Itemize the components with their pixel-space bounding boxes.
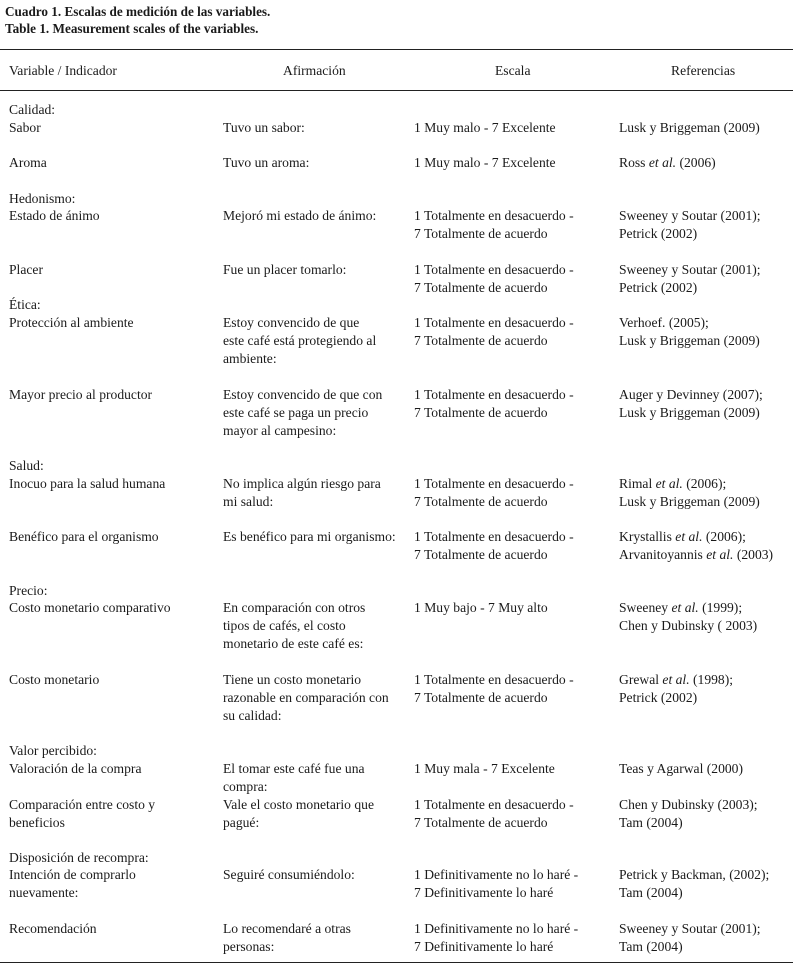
indicator-cell: Sabor: [9, 120, 41, 135]
reference-cell: Lusk y Briggeman (2009): [619, 120, 760, 135]
scale-cell: 1 Definitivamente no lo haré - 7 Definitivamente lo haré: [414, 921, 579, 954]
caption-spanish: Cuadro 1. Escalas de medición de las variables.: [5, 4, 271, 19]
indicator-cell: Protección al ambiente: [9, 315, 134, 330]
indicator-cell: Aroma: [9, 155, 47, 170]
section-label: Salud:: [9, 458, 44, 473]
reference-cell: Petrick y Backman, (2002); Tam (2004): [619, 867, 770, 900]
indicator-cell: Estado de ánimo: [9, 208, 100, 223]
reference-cell: Rimal et al. (2006); Lusk y Briggeman (2009): [619, 476, 760, 509]
scale-cell: 1 Muy malo - 7 Excelente: [414, 120, 556, 135]
statement-cell: Tuvo un aroma:: [223, 155, 310, 170]
reference-cell: Sweeney y Soutar (2001); Petrick (2002): [619, 208, 761, 241]
section-label: Ética:: [9, 297, 41, 312]
header-variable: Variable / Indicador: [9, 63, 117, 78]
reference-cell: Auger y Devinney (2007); Lusk y Briggeman (2009): [619, 387, 763, 420]
section-label: Valor percibido:: [9, 743, 97, 758]
indicator-cell: Mayor precio al productor: [9, 387, 153, 402]
scale-cell: 1 Totalmente en desacuerdo - 7 Totalmente de acuerdo: [414, 262, 574, 295]
reference-cell: Chen y Dubinsky (2003); Tam (2004): [619, 797, 758, 830]
reference-cell: Teas y Agarwal (2000): [619, 761, 743, 776]
reference-cell: Ross et al. (2006): [619, 155, 716, 170]
statement-cell: En comparación con otros tipos de cafés, el costo monetario de este café es:: [223, 600, 366, 651]
section-label: Hedonismo:: [9, 191, 76, 206]
statement-cell: Vale el costo monetario que pagué:: [223, 797, 374, 830]
scale-cell: 1 Totalmente en desacuerdo - 7 Totalmente de acuerdo: [414, 529, 574, 562]
reference-cell: Krystallis et al. (2006); Arvanitoyannis et al. (2003): [619, 529, 774, 562]
header-statement: Afirmación: [283, 63, 346, 78]
bottom-rule: [0, 962, 793, 963]
section-label: Precio:: [9, 583, 48, 598]
indicator-cell: Costo monetario comparativo: [9, 600, 171, 615]
reference-cell: Grewal et al. (1998); Petrick (2002): [619, 672, 734, 705]
reference-cell: Sweeney et al. (1999); Chen y Dubinsky ( 2003): [619, 600, 758, 633]
indicator-cell: Comparación entre costo y beneficios: [9, 797, 156, 830]
top-rule: [0, 49, 793, 50]
scale-cell: 1 Definitivamente no lo haré - 7 Definitivamente lo haré: [414, 867, 579, 900]
indicator-cell: Placer: [9, 262, 43, 277]
scale-cell: 1 Muy bajo - 7 Muy alto: [414, 600, 548, 615]
scale-cell: 1 Totalmente en desacuerdo - 7 Totalmente de acuerdo: [414, 208, 574, 241]
scale-cell: 1 Totalmente en desacuerdo - 7 Totalmente de acuerdo: [414, 476, 574, 509]
section-label: Disposición de recompra:: [9, 850, 149, 865]
indicator-cell: Inocuo para la salud humana: [9, 476, 166, 491]
indicator-cell: Costo monetario: [9, 672, 100, 687]
reference-cell: Sweeney y Soutar (2001); Petrick (2002): [619, 262, 761, 295]
section-label: Calidad:: [9, 102, 56, 117]
indicator-cell: Valoración de la compra: [9, 761, 142, 776]
header-scale: Escala: [495, 63, 531, 78]
scale-cell: 1 Totalmente en desacuerdo - 7 Totalmente de acuerdo: [414, 797, 574, 830]
caption-english: Table 1. Measurement scales of the variables.: [5, 21, 259, 36]
reference-cell: Verhoef. (2005); Lusk y Briggeman (2009): [619, 315, 760, 348]
statement-cell: Lo recomendaré a otras personas:: [223, 921, 351, 954]
scale-cell: 1 Muy malo - 7 Excelente: [414, 155, 556, 170]
statement-cell: Tiene un costo monetario razonable en comparación con su calidad:: [223, 672, 389, 723]
reference-cell: Sweeney y Soutar (2001); Tam (2004): [619, 921, 761, 954]
statement-cell: Seguiré consumiéndolo:: [223, 867, 355, 882]
scale-cell: 1 Totalmente en desacuerdo - 7 Totalmente de acuerdo: [414, 672, 574, 705]
statement-cell: Es benéfico para mi organismo:: [223, 529, 396, 544]
statement-cell: No implica algún riesgo para mi salud:: [223, 476, 381, 509]
scale-cell: 1 Totalmente en desacuerdo - 7 Totalmente de acuerdo: [414, 387, 574, 420]
statement-cell: Mejoró mi estado de ánimo:: [223, 208, 377, 223]
scale-cell: 1 Muy mala - 7 Excelente: [414, 761, 555, 776]
statement-cell: El tomar este café fue una compra:: [223, 761, 365, 794]
statement-cell: Estoy convencido de que este café está protegiendo al ambiente:: [223, 315, 377, 366]
indicator-cell: Benéfico para el organismo: [9, 529, 159, 544]
indicator-cell: Intención de comprarlo nuevamente:: [9, 867, 136, 900]
statement-cell: Tuvo un sabor:: [223, 120, 305, 135]
header-rule: [0, 90, 793, 91]
header-references: Referencias: [671, 63, 736, 78]
scale-cell: 1 Totalmente en desacuerdo - 7 Totalmente de acuerdo: [414, 315, 574, 348]
indicator-cell: Recomendación: [9, 921, 97, 936]
statement-cell: Estoy convencido de que con este café se paga un precio mayor al campesino:: [223, 387, 383, 438]
statement-cell: Fue un placer tomarlo:: [223, 262, 347, 277]
